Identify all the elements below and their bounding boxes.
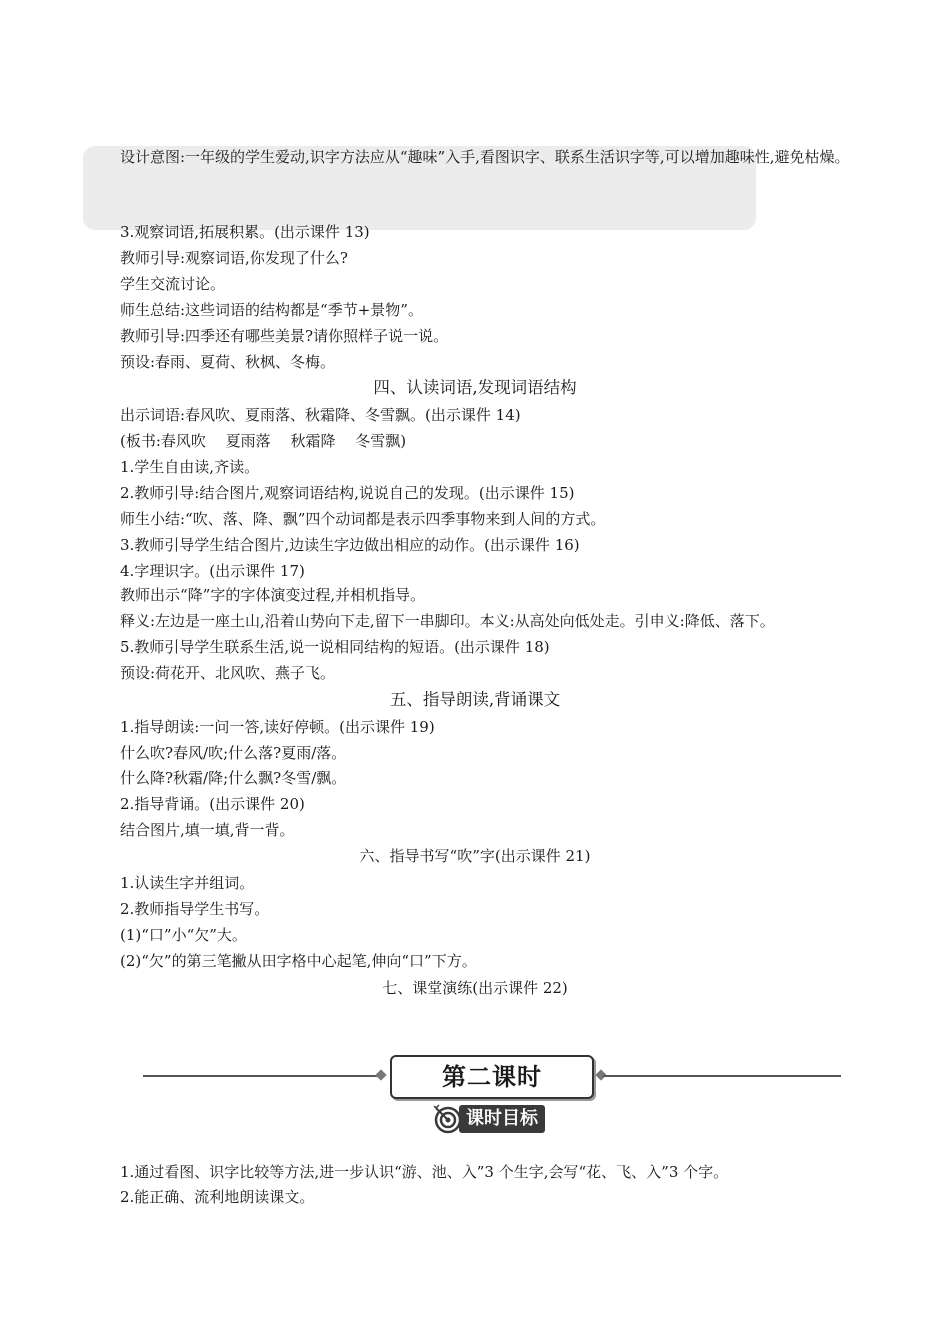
goal-item: 2.能正确、流利地朗读课文。 bbox=[120, 1188, 315, 1206]
section-heading: 六、指导书写“吹”字(出示课件 21) bbox=[359, 847, 591, 865]
text-line: 师生小结:“吹、落、降、飘”四个动词都是表示四季事物来到人间的方式。 bbox=[120, 510, 606, 528]
text-line: 结合图片,填一填,背一背。 bbox=[120, 821, 295, 839]
text-line: 1.学生自由读,齐读。 bbox=[120, 458, 260, 476]
banner-rule-left bbox=[143, 1075, 381, 1077]
text-line: 5.教师引导学生联系生活,说一说相同结构的短语。(出示课件 18) bbox=[120, 638, 550, 656]
text-line: 教师引导:观察词语,你发现了什么? bbox=[120, 249, 348, 267]
design-note: 设计意图:一年级的学生爱动,识字方法应从“趣味”入手,看图识字、联系生活识字等,可以增加趣味性,避免枯燥。 bbox=[120, 148, 850, 166]
text-line: 预设:荷花开、北风吹、燕子飞。 bbox=[120, 664, 336, 682]
text-line: (1)“口”小“欠”大。 bbox=[120, 926, 247, 944]
lesson-banner: 第二课时 bbox=[390, 1055, 594, 1099]
goal-item: 1.通过看图、识字比较等方法,进一步认识“游、池、入”3 个生字,会写“花、飞、入”3 个字。 bbox=[120, 1163, 729, 1181]
section-heading: 五、指导朗读,背诵课文 bbox=[389, 690, 561, 709]
text-line: (板书:春风吹 夏雨落 秋霜降 冬雪飘) bbox=[120, 432, 407, 450]
text-line: 3.观察词语,拓展积累。(出示课件 13) bbox=[120, 223, 370, 241]
text-line: 出示词语:春风吹、夏雨落、秋霜降、冬雪飘。(出示课件 14) bbox=[120, 406, 521, 424]
text-line: 师生总结:这些词语的结构都是“季节+景物”。 bbox=[120, 301, 423, 319]
text-line: 教师引导:四季还有哪些美景?请你照样子说一说。 bbox=[120, 327, 449, 345]
text-line: 1.认读生字并组词。 bbox=[120, 874, 255, 892]
text-line: 学生交流讨论。 bbox=[120, 275, 226, 293]
banner-rule-right bbox=[603, 1075, 841, 1077]
text-line: 2.指导背诵。(出示课件 20) bbox=[120, 795, 305, 813]
section-heading: 四、认读词语,发现词语结构 bbox=[373, 378, 577, 397]
text-line: 2.教师引导:结合图片,观察词语结构,说说自己的发现。(出示课件 15) bbox=[120, 484, 575, 502]
goal-tag bbox=[433, 1104, 551, 1134]
text-line: 3.教师引导学生结合图片,边读生字边做出相应的动作。(出示课件 16) bbox=[120, 536, 580, 554]
text-line: (2)“欠”的第三笔撇从田字格中心起笔,伸向“口”下方。 bbox=[120, 952, 477, 970]
goal-label: 课时目标 bbox=[459, 1105, 545, 1133]
text-line: 什么降?秋霜/降;什么飘?冬雪/飘。 bbox=[120, 769, 347, 787]
diamond-icon bbox=[375, 1069, 386, 1080]
text-line: 预设:春雨、夏荷、秋枫、冬梅。 bbox=[120, 353, 336, 371]
text-line: 4.字理识字。(出示课件 17) bbox=[120, 562, 305, 580]
text-line: 1.指导朗读:一问一答,读好停顿。(出示课件 19) bbox=[120, 718, 435, 736]
text-line: 什么吹?春风/吹;什么落?夏雨/落。 bbox=[120, 744, 347, 762]
section-heading: 七、课堂演练(出示课件 22) bbox=[382, 979, 568, 997]
text-line: 2.教师指导学生书写。 bbox=[120, 900, 270, 918]
text-line: 教师出示“降”字的字体演变过程,并相机指导。 bbox=[120, 586, 426, 604]
text-line: 释义:左边是一座土山,沿着山势向下走,留下一串脚印。本义:从高处向低处走。引申义:降低、落下。 bbox=[120, 612, 775, 630]
